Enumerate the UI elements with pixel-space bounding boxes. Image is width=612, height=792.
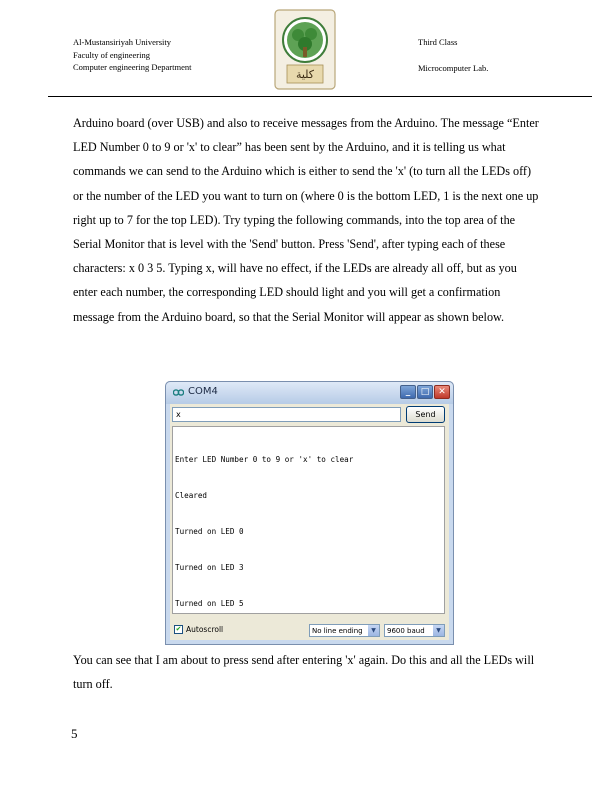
close-icon: ✕ <box>438 387 446 397</box>
output-line: Enter LED Number 0 to 9 or 'x' to clear <box>175 455 354 464</box>
seal-graphic <box>274 9 336 90</box>
faculty-name: Faculty of engineering <box>73 49 150 60</box>
logo-lettering: كلية <box>295 68 315 81</box>
body-paragraph <box>73 111 543 329</box>
output-line: Turned on LED 3 <box>175 563 244 572</box>
window-title: COM4 <box>188 386 218 397</box>
university-name: Al-Mustansiriyah University <box>73 37 171 47</box>
chevron-down-icon[interactable]: ▼ <box>368 625 379 636</box>
close-button[interactable] <box>434 385 450 399</box>
check-icon: ✔ <box>175 625 182 633</box>
header-right <box>418 36 488 74</box>
header-divider <box>48 96 592 97</box>
minimize-icon: _ <box>405 387 411 397</box>
arduino-icon <box>173 388 184 397</box>
lab-label: Microcomputer Lab. <box>418 62 489 73</box>
autoscroll-toggle[interactable] <box>174 625 223 634</box>
university-seal-logo <box>274 9 336 90</box>
header-left <box>73 36 192 74</box>
line-ending-select[interactable] <box>309 624 380 637</box>
output-line: Cleared <box>175 491 208 500</box>
baud-rate-select[interactable] <box>384 624 445 637</box>
chevron-down-icon[interactable]: ▼ <box>433 625 444 636</box>
class-label: Third Class <box>418 37 458 47</box>
baud-rate-value: 9600 baud <box>387 626 425 635</box>
autoscroll-checkbox[interactable] <box>174 625 183 634</box>
output-line: Turned on LED 0 <box>175 527 244 536</box>
window-client <box>170 404 449 640</box>
maximize-icon: □ <box>420 387 430 397</box>
after-paragraph-text: You can see that I am about to press send after entering 'x' again. Do this and all the LEDs will turn off. <box>73 653 535 692</box>
send-input[interactable]: x <box>172 407 401 422</box>
line-ending-value: No line ending <box>312 626 363 635</box>
department-name: Computer engineering Department <box>73 62 192 72</box>
autoscroll-label: Autoscroll <box>186 625 224 634</box>
window-titlebar[interactable] <box>166 382 453 404</box>
serial-monitor-window <box>165 381 454 645</box>
serial-output[interactable] <box>172 426 445 614</box>
minimize-button[interactable] <box>400 385 416 399</box>
maximize-button[interactable] <box>417 385 433 399</box>
send-button[interactable]: Send <box>406 406 445 423</box>
after-paragraph <box>73 648 543 696</box>
output-line: Turned on LED 5 <box>175 599 244 608</box>
page-number: 5 <box>71 726 78 741</box>
paragraph-text: Arduino board (over USB) and also to receive messages from the Arduino. The message “Enter LED Number 0 to 9 or 'x' to clear” has been sent by the Arduino, and it is telling us what commands we can send to the Arduino which is either to send the 'x' (to turn all the LEDs off) or the number of the LED you want to turn on (where 0 is the bottom LED, 1 is the next one up right up to 7 for the top LED). Try typing the following commands, into the top area of the Serial Monitor that is level with the 'Send' button. Press 'Send', after typing each of these characters: x 0 3 5. Typing x, will have no effect, if the LEDs are already all off, but as you enter each number, the corresponding LED should light and you will get a confirmation message from the Arduino board, so that the Serial Monitor will appear as shown below. <box>73 116 539 324</box>
